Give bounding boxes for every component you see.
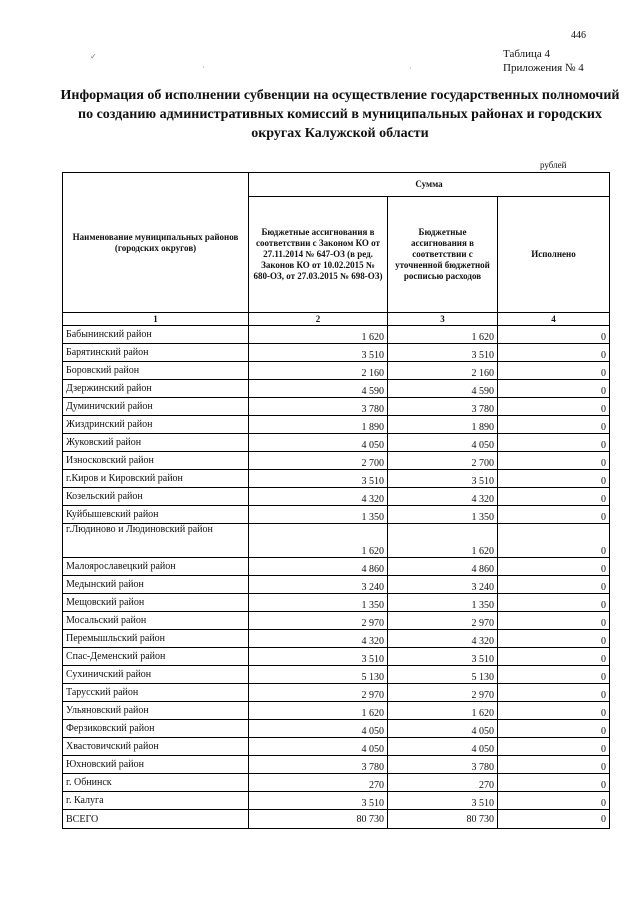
roll-allocation: 3 780 xyxy=(388,398,498,416)
law-allocation: 1 620 xyxy=(249,702,388,720)
table-row xyxy=(63,452,610,470)
roll-allocation: 4 050 xyxy=(388,434,498,452)
roll-allocation: 1 620 xyxy=(388,702,498,720)
table-row xyxy=(63,594,610,612)
subvention-table xyxy=(62,172,610,829)
district-name: Износковский район xyxy=(63,452,249,470)
header-sum: Сумма xyxy=(249,173,610,197)
roll-allocation: 3 780 xyxy=(388,756,498,774)
law-allocation: 4 320 xyxy=(249,630,388,648)
law-allocation: 3 510 xyxy=(249,344,388,362)
law-allocation: 270 xyxy=(249,774,388,792)
executed-amount: 0 xyxy=(498,488,610,506)
roll-allocation: 4 860 xyxy=(388,558,498,576)
table-footer xyxy=(63,810,610,829)
roll-allocation: 3 510 xyxy=(388,470,498,488)
law-allocation: 4 320 xyxy=(249,488,388,506)
district-name: г.Людиново и Людиновский район xyxy=(63,524,249,558)
column-number: 4 xyxy=(498,313,610,326)
district-name: Мосальский район xyxy=(63,612,249,630)
executed-amount: 0 xyxy=(498,792,610,810)
executed-amount: 0 xyxy=(498,684,610,702)
annex-header xyxy=(503,47,584,75)
table-header xyxy=(63,173,610,326)
executed-amount: 0 xyxy=(498,720,610,738)
law-allocation: 2 970 xyxy=(249,684,388,702)
table-row xyxy=(63,630,610,648)
roll-allocation: 2 970 xyxy=(388,612,498,630)
law-allocation: 4 590 xyxy=(249,380,388,398)
executed-amount: 0 xyxy=(498,612,610,630)
header-law-allocations: Бюджетные ассигнования в соответствии с Законом КО от 27.11.2014 № 647-ОЗ (в ред. Законов КО от 10.02.2015 № 680-ОЗ, от 27.03.2015 № 698-ОЗ) xyxy=(249,197,388,313)
district-name: Козельский район xyxy=(63,488,249,506)
district-name: Спас-Деменский район xyxy=(63,648,249,666)
law-allocation: 1 620 xyxy=(249,524,388,558)
roll-allocation: 4 050 xyxy=(388,738,498,756)
roll-allocation: 4 590 xyxy=(388,380,498,398)
roll-allocation: 3 510 xyxy=(388,648,498,666)
law-allocation: 2 700 xyxy=(249,452,388,470)
executed-amount: 0 xyxy=(498,630,610,648)
header-executed: Исполнено xyxy=(498,197,610,313)
table-row xyxy=(63,666,610,684)
executed-amount: 0 xyxy=(498,362,610,380)
executed-amount: 0 xyxy=(498,380,610,398)
table-row xyxy=(63,506,610,524)
law-allocation: 3 780 xyxy=(249,756,388,774)
district-name: Тарусский район xyxy=(63,684,249,702)
column-number-row xyxy=(63,313,610,326)
table-row xyxy=(63,380,610,398)
executed-amount: 0 xyxy=(498,344,610,362)
law-allocation: 3 510 xyxy=(249,470,388,488)
executed-amount: 0 xyxy=(498,738,610,756)
law-allocation: 1 350 xyxy=(249,594,388,612)
executed-amount: 0 xyxy=(498,470,610,488)
district-name: Барятинский район xyxy=(63,344,249,362)
law-allocation: 1 350 xyxy=(249,506,388,524)
units-label: рублей xyxy=(540,160,567,170)
district-name: Куйбышевский район xyxy=(63,506,249,524)
roll-allocation: 4 050 xyxy=(388,720,498,738)
table-row xyxy=(63,774,610,792)
executed-amount: 0 xyxy=(498,434,610,452)
executed-amount: 0 xyxy=(498,576,610,594)
scan-mark: ✓ xyxy=(90,52,97,61)
table-row xyxy=(63,434,610,452)
roll-allocation: 2 700 xyxy=(388,452,498,470)
district-name: Сухиничский район xyxy=(63,666,249,684)
executed-amount: 0 xyxy=(498,774,610,792)
law-allocation: 2 160 xyxy=(249,362,388,380)
law-allocation: 2 970 xyxy=(249,612,388,630)
law-allocation: 4 860 xyxy=(249,558,388,576)
column-number: 3 xyxy=(388,313,498,326)
roll-allocation: 3 240 xyxy=(388,576,498,594)
table-row xyxy=(63,702,610,720)
annex-label: Приложения № 4 xyxy=(503,62,584,74)
table-body xyxy=(63,326,610,810)
header-roll-allocations: Бюджетные ассигнования в соответствии с уточненной бюджетной росписью расходов xyxy=(388,197,498,313)
roll-allocation: 1 350 xyxy=(388,506,498,524)
table-row xyxy=(63,648,610,666)
district-name: г. Обнинск xyxy=(63,774,249,792)
scan-dot: · xyxy=(202,63,205,72)
law-allocation: 3 510 xyxy=(249,648,388,666)
roll-allocation: 270 xyxy=(388,774,498,792)
executed-amount: 0 xyxy=(498,702,610,720)
executed-amount: 0 xyxy=(498,594,610,612)
total-label: ВСЕГО xyxy=(63,810,249,829)
table-row xyxy=(63,362,610,380)
district-name: Малоярославецкий район xyxy=(63,558,249,576)
column-number: 1 xyxy=(63,313,249,326)
total-law-allocation: 80 730 xyxy=(249,810,388,829)
roll-allocation: 3 510 xyxy=(388,344,498,362)
executed-amount: 0 xyxy=(498,756,610,774)
table-row xyxy=(63,344,610,362)
district-name: г.Киров и Кировский район xyxy=(63,470,249,488)
page-number: 446 xyxy=(571,30,586,41)
district-name: г. Калуга xyxy=(63,792,249,810)
executed-amount: 0 xyxy=(498,452,610,470)
law-allocation: 1 620 xyxy=(249,326,388,344)
law-allocation: 1 890 xyxy=(249,416,388,434)
executed-amount: 0 xyxy=(498,558,610,576)
roll-allocation: 1 350 xyxy=(388,594,498,612)
executed-amount: 0 xyxy=(498,524,610,558)
roll-allocation: 3 510 xyxy=(388,792,498,810)
law-allocation: 3 510 xyxy=(249,792,388,810)
district-name: Ульяновский район xyxy=(63,702,249,720)
document-title: Информация об исполнении субвенции на осуществление государственных полномочий по созданию административных комиссий в муниципальных районах и городских округах Калужской области xyxy=(60,88,620,141)
district-name: Жиздринский район xyxy=(63,416,249,434)
district-name: Ферзиковский район xyxy=(63,720,249,738)
law-allocation: 4 050 xyxy=(249,434,388,452)
executed-amount: 0 xyxy=(498,326,610,344)
district-name: Хвастовичский район xyxy=(63,738,249,756)
roll-allocation: 1 890 xyxy=(388,416,498,434)
table-row xyxy=(63,792,610,810)
table-label: Таблица 4 xyxy=(503,48,551,60)
table-row xyxy=(63,326,610,344)
executed-amount: 0 xyxy=(498,398,610,416)
district-name: Мещовский район xyxy=(63,594,249,612)
district-name: Бабынинский район xyxy=(63,326,249,344)
total-roll-allocation: 80 730 xyxy=(388,810,498,829)
roll-allocation: 1 620 xyxy=(388,524,498,558)
roll-allocation: 4 320 xyxy=(388,630,498,648)
executed-amount: 0 xyxy=(498,506,610,524)
table-row xyxy=(63,684,610,702)
table-row xyxy=(63,756,610,774)
roll-allocation: 5 130 xyxy=(388,666,498,684)
district-name: Медынский район xyxy=(63,576,249,594)
executed-amount: 0 xyxy=(498,666,610,684)
total-row xyxy=(63,810,610,829)
table-row xyxy=(63,738,610,756)
roll-allocation: 1 620 xyxy=(388,326,498,344)
header-name: Наименование муниципальных районов (городских округов) xyxy=(63,173,249,313)
district-name: Боровский район xyxy=(63,362,249,380)
column-number: 2 xyxy=(249,313,388,326)
district-name: Перемышльский район xyxy=(63,630,249,648)
table-row xyxy=(63,612,610,630)
roll-allocation: 2 970 xyxy=(388,684,498,702)
law-allocation: 5 130 xyxy=(249,666,388,684)
table-row xyxy=(63,576,610,594)
table-row xyxy=(63,416,610,434)
scan-dot: · xyxy=(409,64,412,73)
roll-allocation: 4 320 xyxy=(388,488,498,506)
roll-allocation: 2 160 xyxy=(388,362,498,380)
law-allocation: 3 240 xyxy=(249,576,388,594)
law-allocation: 3 780 xyxy=(249,398,388,416)
executed-amount: 0 xyxy=(498,648,610,666)
law-allocation: 4 050 xyxy=(249,720,388,738)
table-row xyxy=(63,488,610,506)
district-name: Думиничский район xyxy=(63,398,249,416)
table-row xyxy=(63,720,610,738)
law-allocation: 4 050 xyxy=(249,738,388,756)
executed-amount: 0 xyxy=(498,416,610,434)
table-row xyxy=(63,524,610,558)
table-row xyxy=(63,398,610,416)
table-row xyxy=(63,470,610,488)
district-name: Юхновский район xyxy=(63,756,249,774)
district-name: Жуковский район xyxy=(63,434,249,452)
total-executed: 0 xyxy=(498,810,610,829)
table-row xyxy=(63,558,610,576)
district-name: Дзержинский район xyxy=(63,380,249,398)
